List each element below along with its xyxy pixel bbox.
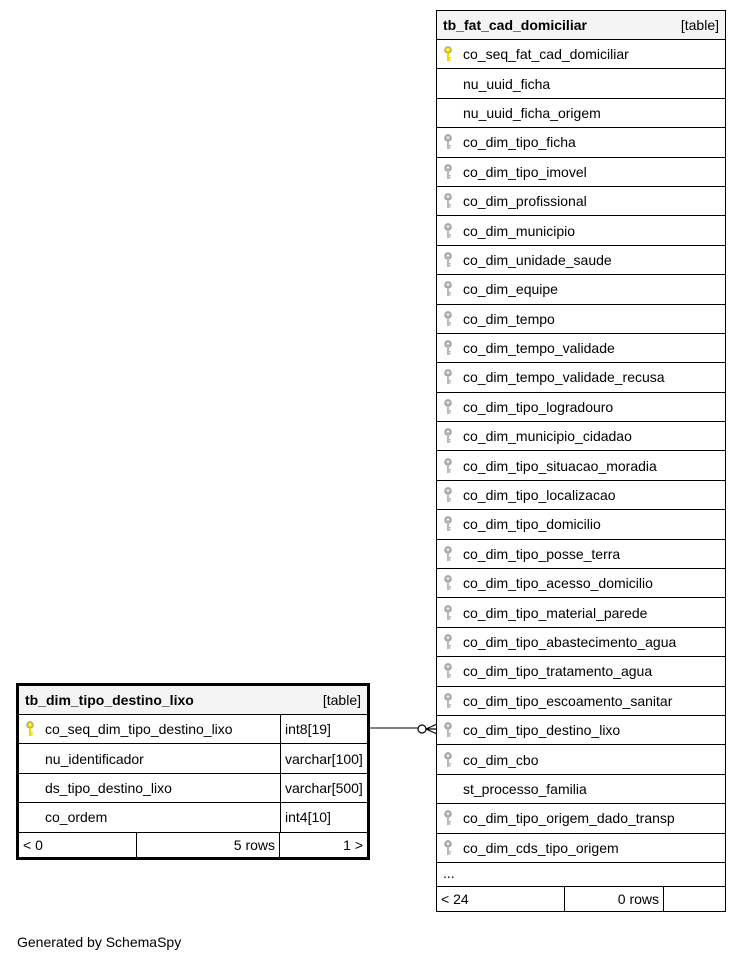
dim-table-parents-count[interactable]: < 0 (19, 833, 137, 857)
fact-column-name: co_dim_tipo_origem_dado_transp (463, 810, 675, 827)
dim-column-name: co_seq_dim_tipo_destino_lixo (45, 721, 233, 738)
dim-table-kind: [table] (322, 692, 361, 708)
fact-column-name: co_dim_unidade_saude (463, 251, 612, 268)
fact-table-parents-count[interactable]: < 24 (437, 887, 565, 911)
dim-table-name: tb_dim_tipo_destino_lixo (25, 692, 194, 708)
fact-column-name: co_dim_cbo (463, 751, 539, 768)
generated-by-label: Generated by SchemaSpy (17, 934, 182, 950)
fact-column-name: nu_uuid_ficha (463, 75, 551, 92)
dim-column-name: nu_identificador (45, 750, 144, 767)
fact-column-name: co_dim_tempo_validade_recusa (463, 369, 665, 386)
fact-column-name: co_dim_tipo_posse_terra (463, 545, 621, 562)
fact-table-more-columns: ... (437, 863, 725, 887)
fact-column-name: co_dim_tipo_destino_lixo (463, 722, 621, 739)
fact-column-name: co_dim_tempo (463, 310, 555, 327)
fact-column-name: co_seq_fat_cad_domiciliar (463, 46, 629, 63)
dim-column-name: co_ordem (45, 809, 108, 826)
fact-column-name: co_dim_tempo_validade (463, 340, 615, 357)
dim-table-row-count: 5 rows (137, 833, 280, 857)
fact-column-name: co_dim_cds_tipo_origem (463, 839, 619, 856)
fact-column-name: st_processo_familia (463, 780, 587, 797)
fact-column-name: co_dim_tipo_imovel (463, 163, 587, 180)
fact-column-name: co_dim_municipio (463, 222, 576, 239)
fact-column-name: co_dim_tipo_ficha (463, 134, 576, 151)
fact-column-name: co_dim_tipo_situacao_moradia (463, 457, 657, 474)
relationship-zero-marker (418, 725, 426, 733)
fact-table-kind: [table] (680, 17, 719, 33)
dim-table-children-count[interactable]: 1 > (343, 836, 363, 853)
fact-column-name: co_dim_tipo_escoamento_sanitar (463, 692, 673, 709)
dim-column-type: varchar[100] (280, 744, 367, 772)
fact-column-name: co_dim_tipo_tratamento_agua (463, 663, 653, 680)
dim-column-type: int4[10] (280, 803, 367, 831)
relationship-crowfoot-marker (426, 724, 437, 734)
fact-column-name: co_dim_tipo_logradouro (463, 398, 614, 415)
fact-column-name: nu_uuid_ficha_origem (463, 104, 601, 121)
fact-column-name: co_dim_tipo_localizacao (463, 487, 616, 504)
dim-column-type: varchar[500] (280, 774, 367, 802)
dim-column-name: ds_tipo_destino_lixo (45, 779, 172, 796)
fact-table-row-count: 0 rows (565, 887, 664, 911)
fact-column-name: co_dim_equipe (463, 281, 558, 298)
fact-column-name: co_dim_tipo_abastecimento_agua (463, 634, 677, 650)
fact-table-name: tb_fat_cad_domiciliar (443, 17, 587, 33)
fact-column-name: co_dim_tipo_domicilio (463, 516, 601, 533)
fact-column-name: co_dim_profissional (463, 193, 587, 210)
fact-column-name: co_dim_municipio_cidadao (463, 428, 632, 445)
dim-column-type: int8[19] (280, 715, 367, 743)
fact-column-name: co_dim_tipo_material_parede (463, 604, 648, 621)
fact-column-name: co_dim_tipo_acesso_domicilio (463, 575, 653, 592)
